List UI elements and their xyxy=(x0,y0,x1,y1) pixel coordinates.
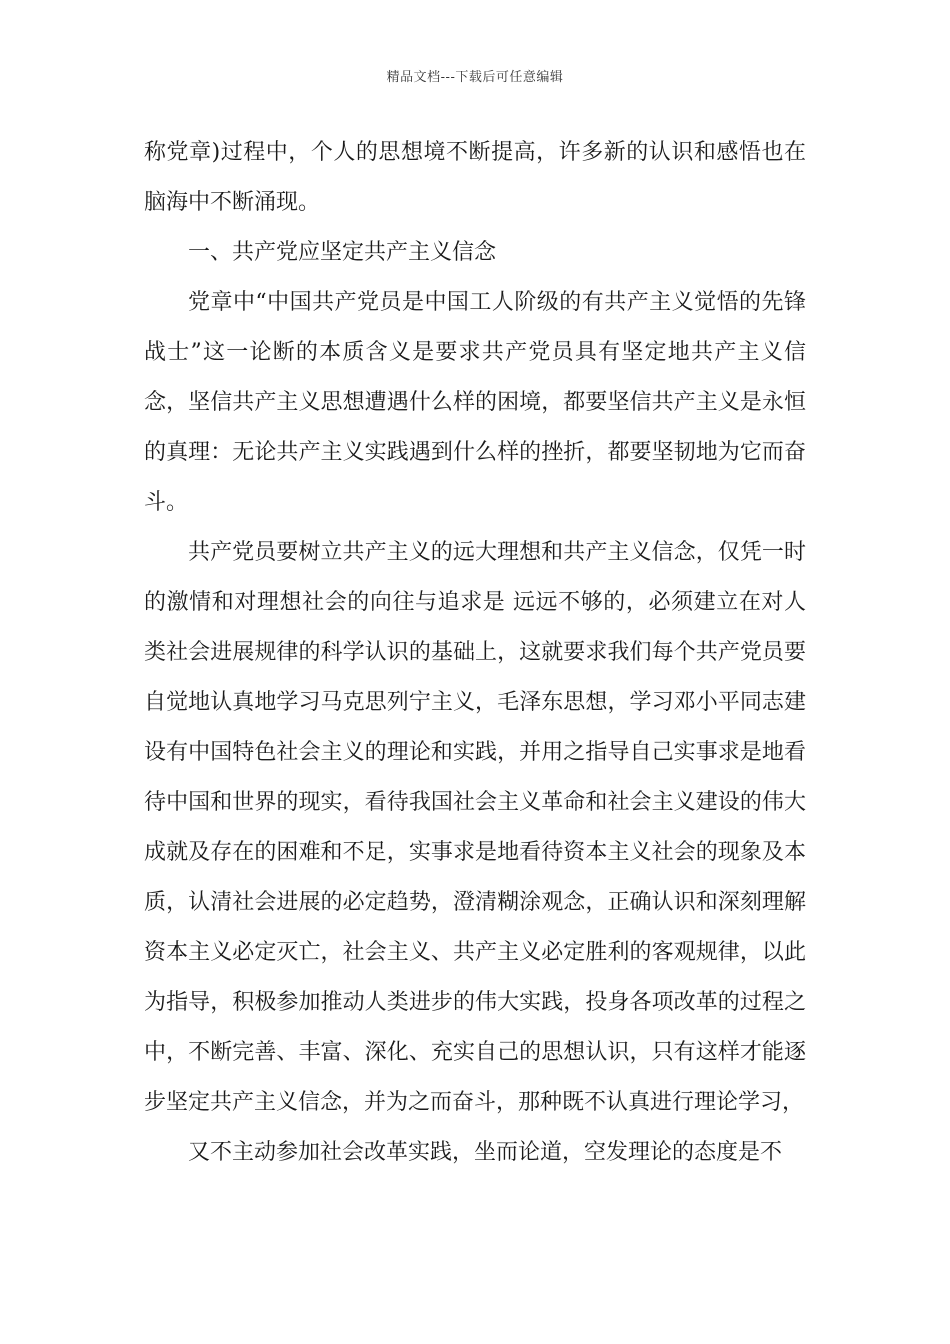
page-header: 精品文档---下载后可任意编辑 xyxy=(386,70,564,85)
paragraph: 又不主动参加社会改革实践，坐而论道，空发理论的态度是不 xyxy=(188,1140,783,1165)
paragraph-continuation: 称党章)过程中，个人的思想境不断提高，许多新的认识和感悟也在脑海中不断涌现。 xyxy=(144,140,806,215)
document-body xyxy=(144,128,806,1178)
paragraph: 共产党员要树立共产主义的远大理想和共产主义信念，仅凭一时的激情和对理想社会的向往与追求是 远远不够的，必须建立在对人类社会进展规律的科学认识的基础上，这就要求我们每个共产党员要自觉地认真地学习马克思列宁主义，毛泽东思想，学习邓小平同志建设有中国特色社会主义的理论和实践，并用之指导自己实事求是地看待中国和世界的现实，看待我国社会主义革命和社会主义建设的伟大成就及存在的困难和不足，实事求是地看待资本主义社会的现象及本质，认清社会进展的必定趋势，澄清糊涂观念，正确认识和深刻理解资本主义必定灭亡，社会主义、共产主义必定胜利的客观规律，以此为指导，积极参加推动人类进步的伟大实践，投身各项改革的过程之中，不断完善、丰富、深化、充实自己的思想认识，只有这样才能逐步坚定共产主义信念，并为之而奋斗，那种既不认真进行理论学习， xyxy=(144,540,806,1115)
paragraph: 党章中“中国共产党员是中国工人阶级的有共产主义觉悟的先锋战士”这一论断的本质含义是要求共产党员具有坚定地共产主义信念，坚信共产主义思想遭遇什么样的困境，都要坚信共产主义是永恒的真理：无论共产主义实践遇到什么样的挫折，都要坚韧地为它而奋斗。 xyxy=(144,290,806,515)
section-heading: 一、共产党应坚定共产主义信念 xyxy=(188,240,497,265)
